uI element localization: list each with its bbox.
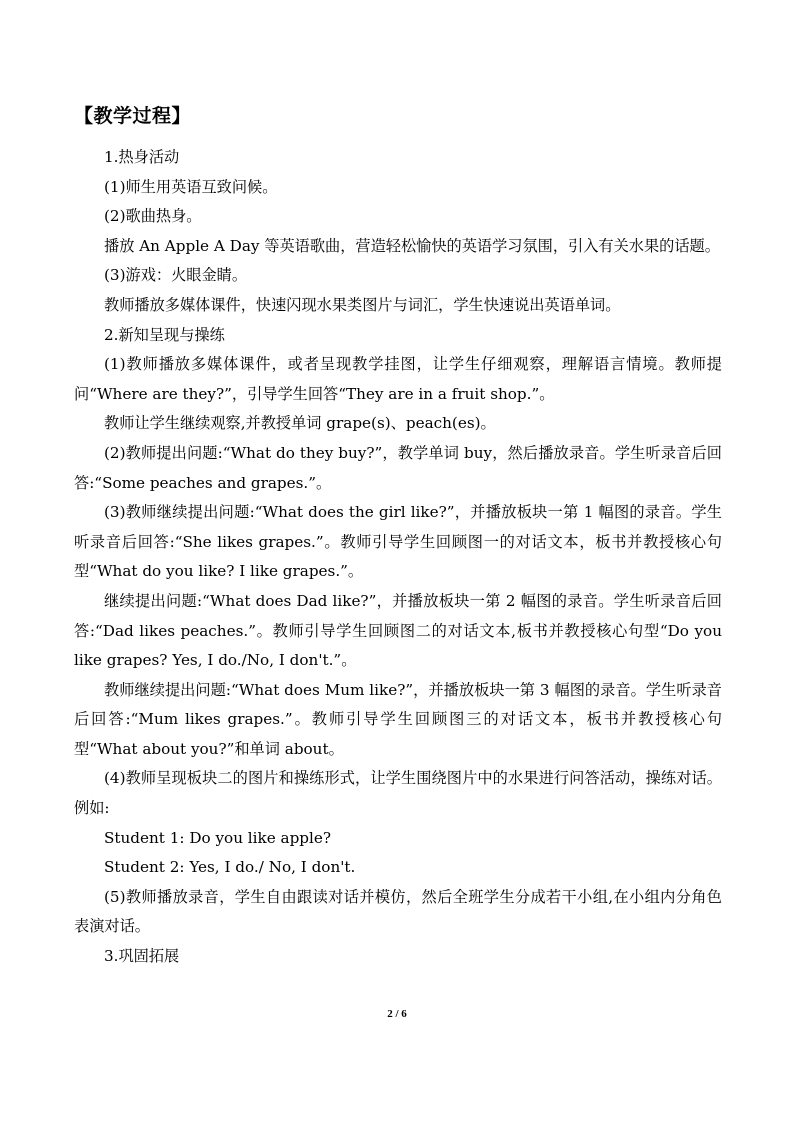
subsection-title-consolidation: 3.巩固拓展 bbox=[104, 947, 180, 966]
paragraph: 继续提出问题:“What does Dad like?”，并播放板块一第 2 幅图的录音。学生听录音后回答:“Dad likes peaches.”。教师引导学生回顾图二的对话文本,板书并教授核心句型“Do you like grapes? Yes, I do./No, I don't.”。 bbox=[74, 591, 722, 670]
paragraph: (3)教师继续提出问题:“What does the girl like?”，并播放板块一第 1 幅图的录音。学生听录音后回答:“She likes grapes.”。教师引导学生回顾图一的对话文本，板书并教授核心句型“What do you like? I like grapes.”。 bbox=[74, 503, 722, 581]
paragraph: (1)教师播放多媒体课件，或者呈现教学挂图，让学生仔细观察，理解语言情境。教师提问“Where are they?”，引导学生回答“They are in a fruit shop.”。 bbox=[74, 355, 722, 403]
paragraph: (2)教师提出问题:“What do they buy?”，教学单词 buy，然后播放录音。学生听录音后回答:“Some peaches and grapes.”。 bbox=[74, 443, 722, 492]
example-line: Student 1: Do you like apple? bbox=[104, 828, 332, 847]
page-number: 2 / 6 bbox=[387, 1008, 407, 1020]
subsection-title-new-knowledge: 2.新知呈现与操练 bbox=[104, 325, 225, 344]
paragraph: 播放 An Apple A Day 等英语歌曲，营造轻松愉快的英语学习氛围，引入有关水果的话题。 bbox=[104, 236, 720, 255]
section-heading: 【教学过程】 bbox=[74, 105, 192, 127]
subsection-title-warmup: 1.热身活动 bbox=[104, 148, 180, 166]
paragraph: (2)歌曲热身。 bbox=[104, 207, 202, 226]
example-line: Student 2: Yes, I do./ No, I don't. bbox=[104, 858, 356, 877]
paragraph: 教师播放多媒体课件，快速闪现水果类图片与词汇，学生快速说出英语单词。 bbox=[104, 295, 621, 314]
paragraph: 教师继续提出问题:“What does Mum like?”，并播放板块一第 3 幅图的录音。学生听录音后回答:“Mum likes grapes.”。教师引导学生回顾图三的对话文本，板书并教授核心句型“What about you?”和单词 about。 bbox=[74, 680, 722, 758]
document-body bbox=[74, 143, 722, 972]
paragraph: (4)教师呈现板块二的图片和操练形式，让学生围绕图片中的水果进行问答活动，操练对话。例如: bbox=[74, 769, 722, 818]
paragraph: (1)师生用英语互致问候。 bbox=[104, 177, 278, 196]
paragraph: (5)教师播放录音，学生自由跟读对话并模仿，然后全班学生分成若干小组,在小组内分角色表演对话。 bbox=[74, 887, 722, 936]
paragraph: (3)游戏：火眼金睛。 bbox=[104, 266, 248, 285]
paragraph: 教师让学生继续观察,并教授单词 grape(s)、peach(es)。 bbox=[104, 414, 496, 433]
